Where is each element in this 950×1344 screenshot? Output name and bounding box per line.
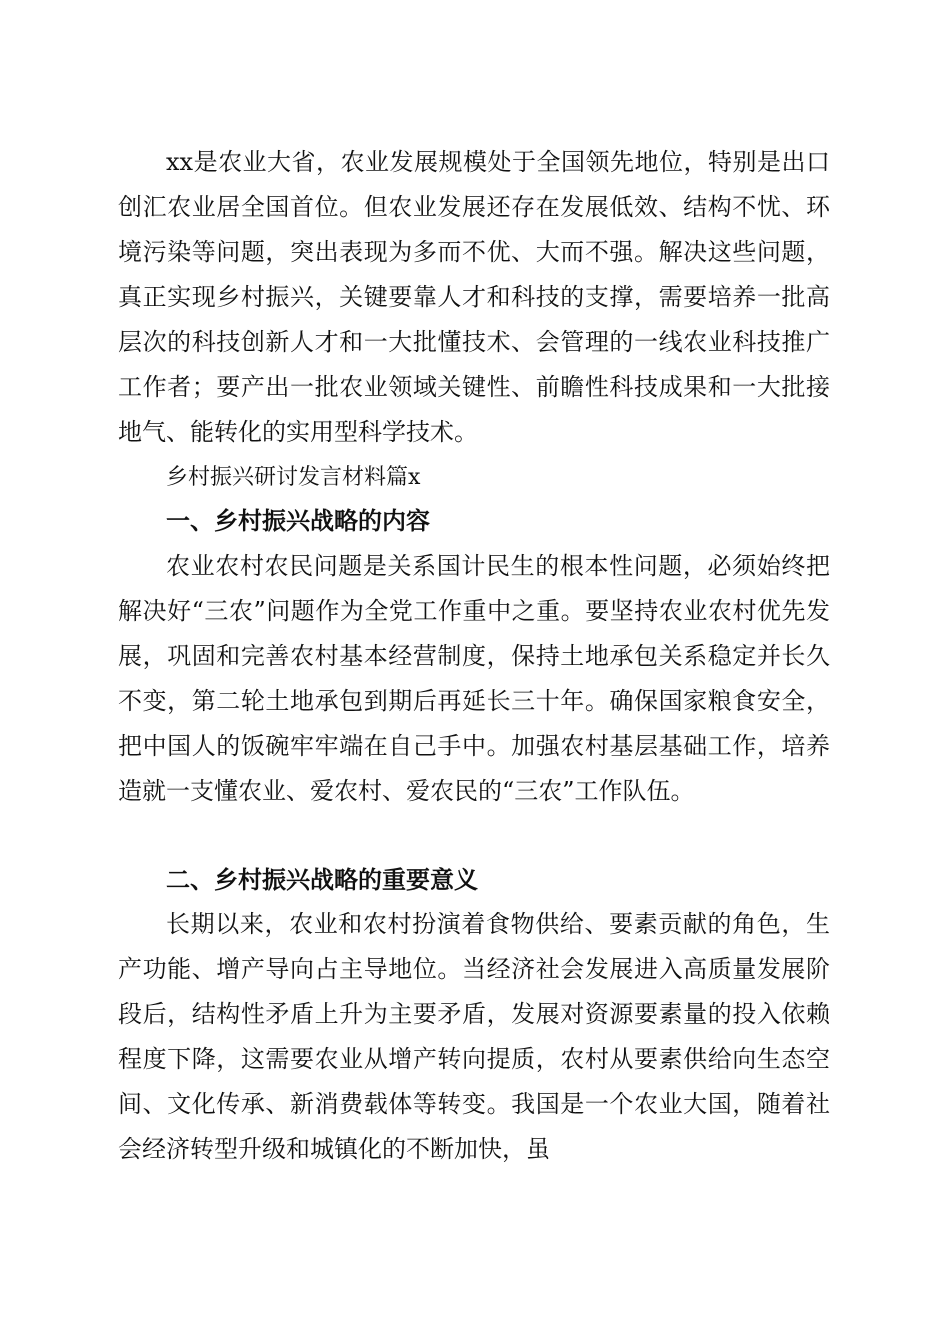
body-paragraph-content: 农业农村农民问题是关系国计民生的根本性问题，必须始终把解决好“三农”问题作为全党工作重中之重。要坚持农业农村优先发展，巩固和完善农村基本经营制度，保持土地承包关系稳定并长久不变，第二轮土地承包到期后再延长三十年。确保国家粮食安全，把中国人的饭碗牢牢端在自己手中。加强农村基层基础工作，培养造就一支懂农业、爱农村、爱农民的“三农”工作队伍。 (118, 552, 830, 805)
section-heading-significance: 二、乡村振兴战略的重要意义 (166, 866, 478, 894)
body-paragraph-significance: 长期以来，农业和农村扮演着食物供给、要素贡献的角色，生产功能、增产导向占主导地位。当经济社会发展进入高质量发展阶段后，结构性矛盾上升为主要矛盾，发展对资源要素量的投入依赖程度下降，这需要农业从增产转向提质，农村从要素供给向生态空间、文化传承、新消费载体等转变。我国是一个农业大国，随着社会经济转型升级和城镇化的不断加快，虽 (118, 910, 830, 1163)
document-subtitle: 乡村振兴研讨发言材料篇x (166, 465, 421, 490)
section-heading-content: 一、乡村振兴战略的内容 (166, 507, 430, 535)
body-paragraph-intro: xx是农业大省，农业发展规模处于全国领先地位，特别是出口创汇农业居全国首位。但农业发展还存在发展低效、结构不忧、环境污染等问题，突出表现为多而不优、大而不强。解决这些问题，真正实现乡村振兴，关键要靠人才和科技的支撑，需要培养一批高层次的科技创新人才和一大批懂技术、会管理的一线农业科技推广工作者；要产出一批农业领域关键性、前瞻性科技成果和一大批接地气、能转化的实用型科学技术。 (118, 148, 830, 446)
